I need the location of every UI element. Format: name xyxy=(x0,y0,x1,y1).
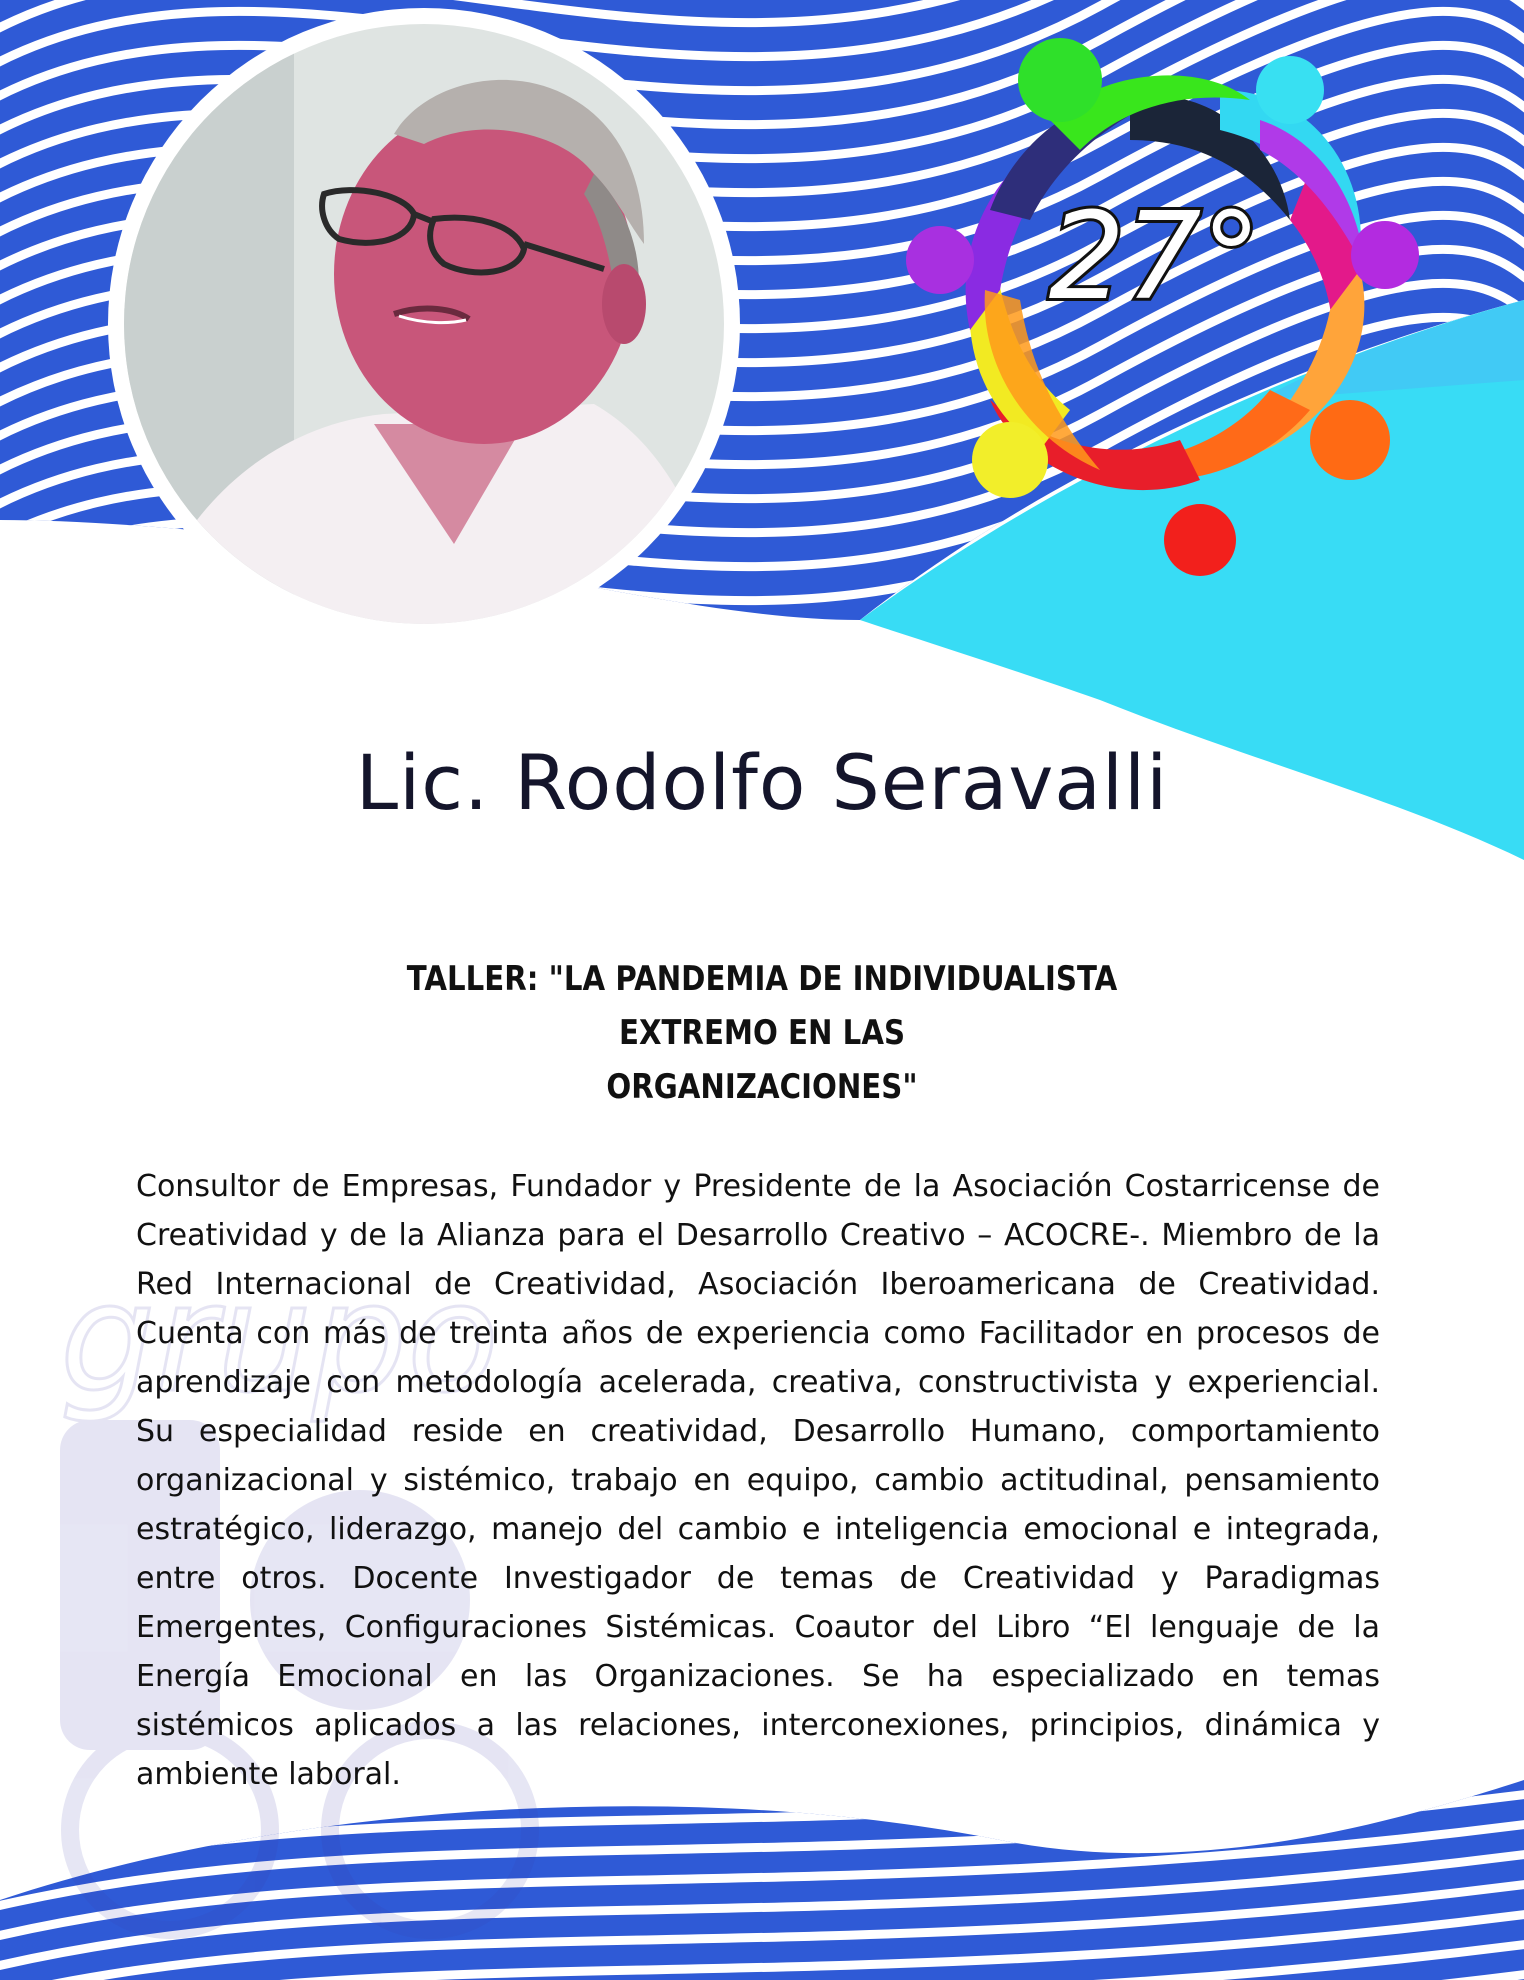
speaker-name: Lic. Rodolfo Seravalli xyxy=(355,738,1169,827)
workshop-title-line-1: TALLER: "LA PANDEMIA DE INDIVIDUALISTA EXTREMO EN LAS xyxy=(406,959,1118,1053)
workshop-title xyxy=(330,952,1193,1114)
speaker-bio: Consultor de Empresas, Fundador y Presidente de la Asociación Costarricense de Creatividad y de la Alianza para el Desarrollo Creativo – ACOCRE-. Miembro de la Red Internacional de Creatividad, Asociación Iberoamericana de Creatividad. Cuenta con más de treinta años de experiencia como Facilitador en procesos de aprendizaje con metodología acelerada, creativa, constructivista y experiencial. Su especialidad reside en creatividad, Desarrollo Humano, comportamiento organizacional y sistémico, trabajo en equipo, cambio actitudinal, pensamiento estratégico, liderazgo, manejo del cambio e inteligencia emocional e integrada, entre otros. Docente Investigador de temas de Creatividad y Paradigmas Emergentes, Configuraciones Sistémicas. Coautor del Libro “El lenguaje de la Energía Emocional en las Organizaciones. Se ha especializado en temas sistémicos aplicados a las relaciones, interconexiones, principios, dinámica y ambiente laboral. xyxy=(136,1169,1380,1792)
anniversary-badge xyxy=(900,30,1420,630)
svg-text:grupo: grupo xyxy=(60,1252,499,1426)
speaker-photo xyxy=(124,24,724,624)
workshop-title-line-2: ORGANIZACIONES" xyxy=(606,1067,918,1107)
edition-number: 27° xyxy=(1048,188,1262,327)
